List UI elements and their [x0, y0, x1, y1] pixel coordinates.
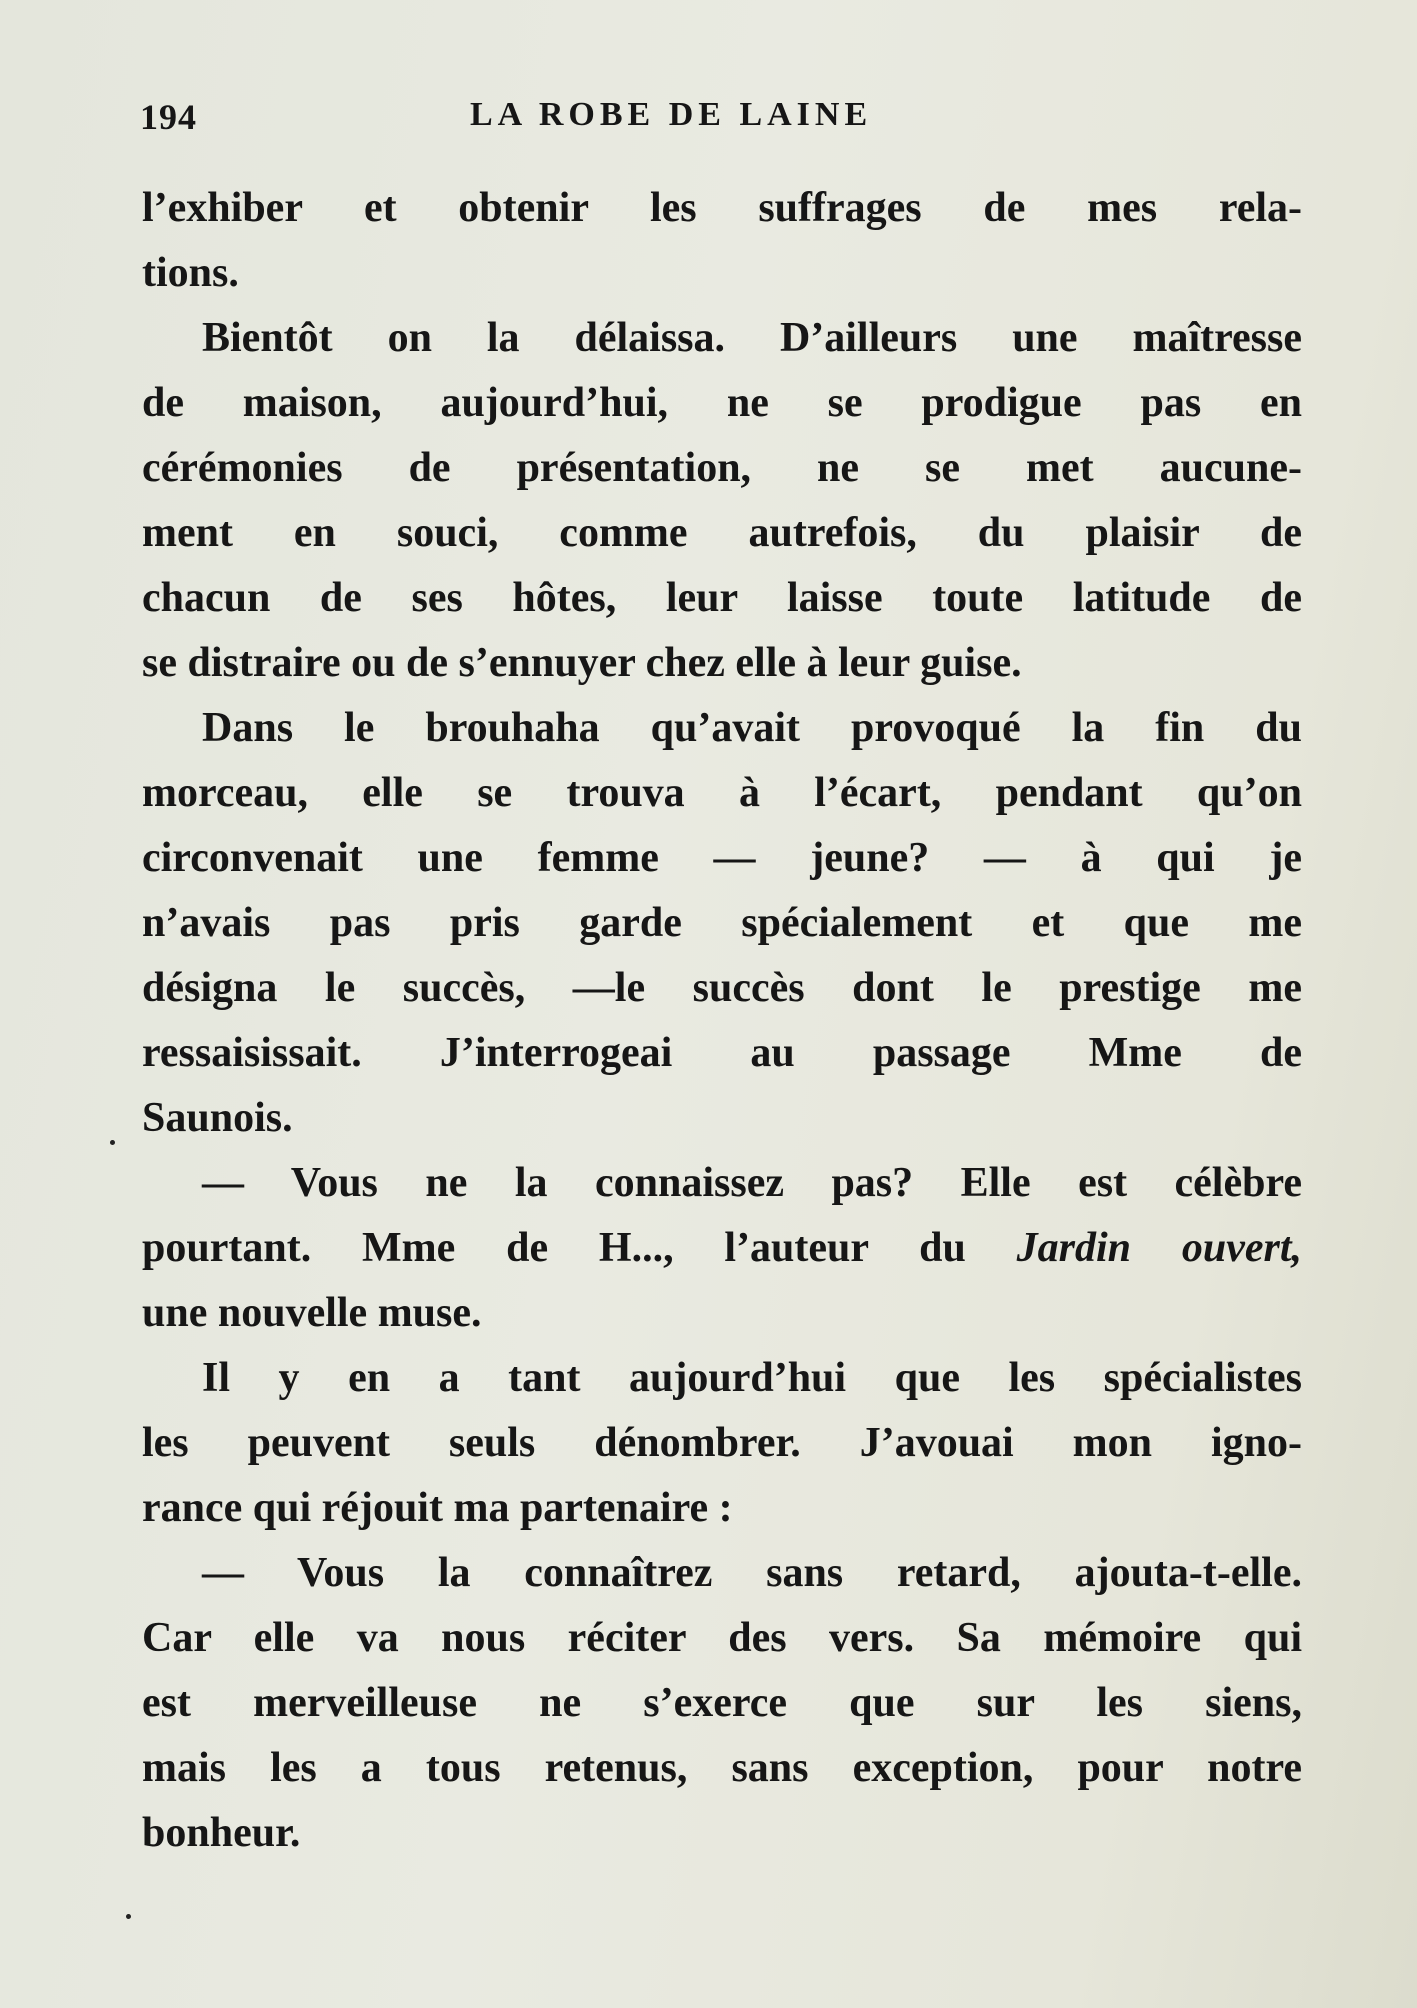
text-line: ment en souci, comme autrefois, du plaisir de [142, 510, 1302, 556]
paragraph [142, 1151, 1302, 1346]
text-line: chacun de ses hôtes, leur laisse toute latitude de [142, 575, 1302, 621]
text-line: Dans le brouhaha qu’avait provoqué la fin du [202, 705, 1302, 751]
text-line: — Vous la connaîtrez sans retard, ajouta-t-elle. [202, 1550, 1302, 1596]
text-line: circonvenait une femme — jeune? — à qui je [142, 835, 1302, 881]
text-line: ressaisissait. J’interrogeai au passage Mme de [142, 1030, 1302, 1076]
text-line: se distraire ou de s’ennuyer chez elle à leur guise. [142, 640, 1022, 686]
text-line: Car elle va nous réciter des vers. Sa mémoire qui [142, 1615, 1302, 1661]
text-line: Saunois. [142, 1095, 293, 1141]
text-line [142, 1216, 1302, 1281]
book-title-italic: Jardin ouvert, [1016, 1225, 1303, 1271]
text-line: Il y en a tant aujourd’hui que les spécialistes [202, 1355, 1302, 1401]
text-run: pourtant. Mme de H..., l’auteur du [142, 1225, 1017, 1271]
paragraph [142, 176, 1302, 306]
text-line: une nouvelle muse. [142, 1290, 482, 1336]
paragraph [142, 306, 1302, 696]
text-line: — Vous ne la connaissez pas? Elle est célèbre [202, 1160, 1302, 1206]
running-title: LA ROBE DE LAINE [470, 96, 873, 133]
text-line: cérémonies de présentation, ne se met aucune- [142, 445, 1302, 491]
page-number: 194 [140, 97, 197, 137]
text-line: est merveilleuse ne s’exerce que sur les siens, [142, 1680, 1302, 1726]
paragraph [142, 696, 1302, 1151]
page-header [140, 96, 1300, 146]
text-line: mais les a tous retenus, sans exception, pour notre [142, 1745, 1302, 1791]
text-line: morceau, elle se trouva à l’écart, pendant qu’on [142, 770, 1302, 816]
text-line: n’avais pas pris garde spécialement et que me [142, 900, 1302, 946]
paragraph [142, 1541, 1302, 1866]
text-line: désigna le succès, —le succès dont le prestige me [142, 965, 1302, 1011]
text-line: bonheur. [142, 1810, 301, 1856]
text-line: l’exhiber et obtenir les suffrages de mes rela- [142, 185, 1302, 231]
print-speck [126, 1914, 131, 1919]
print-speck [110, 1140, 115, 1145]
body-text [142, 176, 1302, 1866]
text-line: tions. [142, 250, 239, 296]
paragraph [142, 1346, 1302, 1541]
text-line: Bientôt on la délaissa. D’ailleurs une maîtresse [202, 315, 1302, 361]
text-line: les peuvent seuls dénombrer. J’avouai mon igno- [142, 1420, 1302, 1466]
text-line: de maison, aujourd’hui, ne se prodigue pas en [142, 380, 1302, 426]
text-line: rance qui réjouit ma partenaire : [142, 1485, 733, 1531]
